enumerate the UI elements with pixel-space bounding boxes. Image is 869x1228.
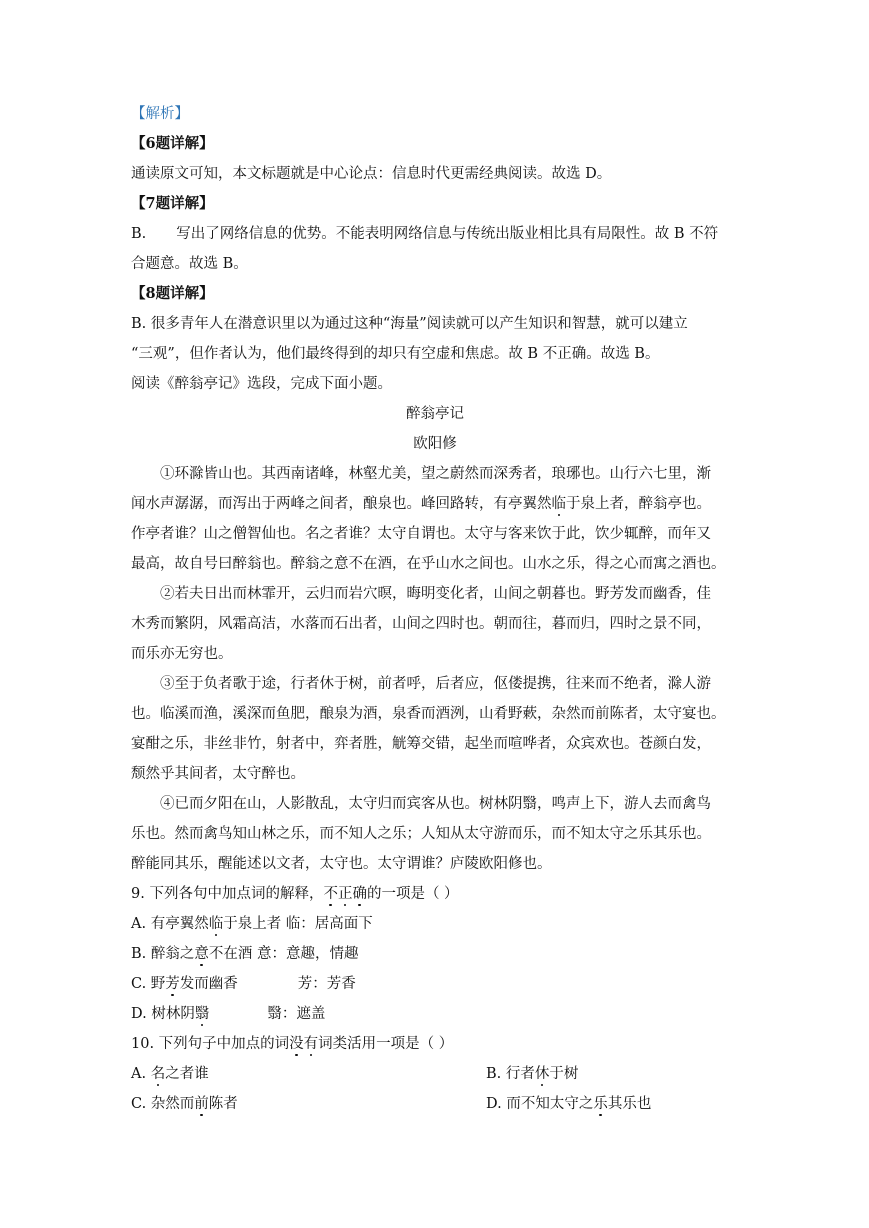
dotted-word-yi-2: 翳 xyxy=(194,1006,210,1022)
q9-stem-pre: 9. 下列各句中加点词的解释， xyxy=(131,886,324,902)
p4-line-2: 乐也。然而禽鸟知山林之乐，而不知人之乐；人知从太守游而乐，而不知太守之乐其乐也。 xyxy=(131,826,711,842)
dotted-word-yi: 意 xyxy=(194,946,209,962)
q10-option-d xyxy=(486,1094,651,1114)
essay-author: 欧阳修 xyxy=(413,436,457,452)
q10-c-post: 陈者 xyxy=(208,1096,238,1112)
q10-d-pre: D. 而不知太守之 xyxy=(486,1096,594,1112)
q9-b-pre: B. 醉翁之 xyxy=(131,946,195,962)
p4-line-1: ④已而夕阳在山，人影散乱，太守归而宾客从也。树林阴翳，鸣声上下，游人去而禽鸟 xyxy=(160,796,711,812)
p3-line-1: ③至于负者歌于途，行者休于树，前者呼，后者应，伛偻提携，往来而不绝者，滁人游 xyxy=(160,676,711,692)
dotted-char: 没 xyxy=(289,1036,304,1052)
q10-option-a xyxy=(131,1066,209,1082)
p4-line-3: 醉能同其乐，醒能述以文者，太守也。太守谓谁？庐陵欧阳修也。 xyxy=(131,856,552,872)
q9-c-explanation: 芳：芳香 xyxy=(297,976,356,992)
dotted-word-lin-2: 临 xyxy=(208,916,224,932)
q10-options-row-1 xyxy=(131,1064,771,1084)
dotted-phrase-meiyou xyxy=(289,1036,318,1052)
q10-options-row-2 xyxy=(131,1094,771,1114)
p2-line-1: ②若夫日出而林霏开，云归而岩穴暝，晦明变化者，山间之朝暮也。野芳发而幽香，佳 xyxy=(160,586,711,602)
p1-line-2-post: 于泉上者，醉翁亭也。 xyxy=(566,496,711,512)
p1-line-2-pre: 闻水声潺潺，而泻出于两峰之间者，酿泉也。峰回路转，有亭翼然 xyxy=(131,496,552,512)
dotted-word-qian: 前 xyxy=(194,1096,209,1112)
q10-option-c xyxy=(131,1096,238,1112)
analysis-label: 【解析】 xyxy=(131,106,189,122)
q9-option-c xyxy=(131,974,771,994)
q9-b-post: 不在酒 意：意趣，情趣 xyxy=(208,946,359,962)
q6-heading: 【6题详解】 xyxy=(131,135,214,152)
q10-b-pre: B. 行者 xyxy=(486,1066,535,1082)
dotted-char: 不 xyxy=(323,886,338,902)
p1-line-4: 最高，故自号曰醉翁也。醉翁之意不在酒，在乎山水之间也。山水之乐，得之心而寓之酒也。 xyxy=(131,556,726,572)
dotted-word-fang: 芳 xyxy=(165,976,180,992)
q9-stem-post: 的一项是（ ） xyxy=(366,886,459,902)
q10-b-post: 于树 xyxy=(549,1066,579,1082)
q6-text: 通读原文可知，本文标题就是中心论点：信息时代更需经典阅读。故选 D。 xyxy=(131,166,612,182)
q9-c-post: 发而幽香 xyxy=(179,976,238,992)
q9-stem-dotted xyxy=(323,886,367,902)
p3-line-4: 颓然乎其间者，太守醉也。 xyxy=(131,766,305,782)
dotted-char: 有 xyxy=(303,1036,319,1052)
q7-heading: 【7题详解】 xyxy=(131,195,214,212)
q9-a-post: 于泉上者 临：居高面下 xyxy=(223,916,373,932)
dotted-word-lin: 临 xyxy=(551,496,566,512)
p1-line-1: ①环滁皆山也。其西南诸峰，林壑尤美，望之蔚然而深秀者，琅琊也。山行六七里，渐 xyxy=(160,466,711,482)
q8-line-2: “三观”，但作者认为，他们最终得到的却只有空虚和焦虑。故 B 不正确。故选 B。 xyxy=(131,346,660,362)
q7-option-letter: B. xyxy=(131,226,147,242)
q9-a-pre: A. 有亭翼然 xyxy=(131,916,209,932)
q9-d-pre: D. 树林阴 xyxy=(131,1006,195,1022)
q8-line-1: B. 很多青年人在潜意识里以为通过这种“海量”阅读就可以产生知识和智慧，就可以建立 xyxy=(131,316,688,332)
q10-stem-dotted xyxy=(289,1036,318,1052)
q9-option-b xyxy=(131,944,771,964)
dotted-word-le: 乐 xyxy=(593,1096,608,1112)
q8-heading: 【8题详解】 xyxy=(131,285,214,302)
p1-line-2 xyxy=(131,494,771,514)
q10-a-post: 之者谁 xyxy=(165,1066,209,1082)
q7-line-1-text: 写出了网络信息的优势。不能表明网络信息与传统出版业相比具有局限性。故 B 不符 xyxy=(176,226,719,242)
q10-stem xyxy=(131,1034,771,1054)
p2-line-3: 而乐亦无穷也。 xyxy=(131,646,233,662)
q10-stem-post: 词类活用一项是（ ） xyxy=(318,1036,454,1052)
q9-stem xyxy=(131,884,771,904)
q9-c-pre: C. 野 xyxy=(131,976,166,992)
q9-d-explanation: 翳：遮盖 xyxy=(267,1006,326,1022)
dotted-word-xiu: 休 xyxy=(534,1066,550,1082)
q10-stem-pre: 10. 下列句子中加点的词 xyxy=(131,1036,290,1052)
dotted-word-ming: 名 xyxy=(150,1066,166,1082)
q10-option-b xyxy=(486,1064,578,1084)
reading-intro: 阅读《醉翁亭记》选段，完成下面小题。 xyxy=(131,376,392,392)
q9-option-a xyxy=(131,914,771,934)
q7-line-1 xyxy=(131,224,771,244)
dotted-char: 正 xyxy=(337,886,353,902)
dotted-phrase-buzhengque xyxy=(323,886,367,902)
q9-option-d xyxy=(131,1004,771,1024)
dotted-char: 确 xyxy=(352,886,367,902)
essay-title: 醉翁亭记 xyxy=(406,406,464,422)
p3-line-3: 宴酣之乐，非丝非竹，射者中，弈者胜，觥筹交错，起坐而喧哗者，众宾欢也。苍颜白发， xyxy=(131,736,711,752)
q7-line-2: 合题意。故选 B。 xyxy=(131,256,248,272)
p1-line-3: 作亭者谁？山之僧智仙也。名之者谁？太守自谓也。太守与客来饮于此，饮少辄醉，而年又 xyxy=(131,526,711,542)
q10-a-pre: A. xyxy=(131,1066,151,1082)
q10-c-pre: C. 杂然而 xyxy=(131,1096,195,1112)
p3-line-2: 也。临溪而渔，溪深而鱼肥，酿泉为酒，泉香而酒洌，山肴野蔌，杂然而前陈者，太守宴也。 xyxy=(131,706,726,722)
q10-d-post: 其乐也 xyxy=(607,1096,652,1112)
p2-line-2: 木秀而繁阴，风霜高洁，水落而石出者，山间之四时也。朝而往，暮而归，四时之景不同， xyxy=(131,616,711,632)
